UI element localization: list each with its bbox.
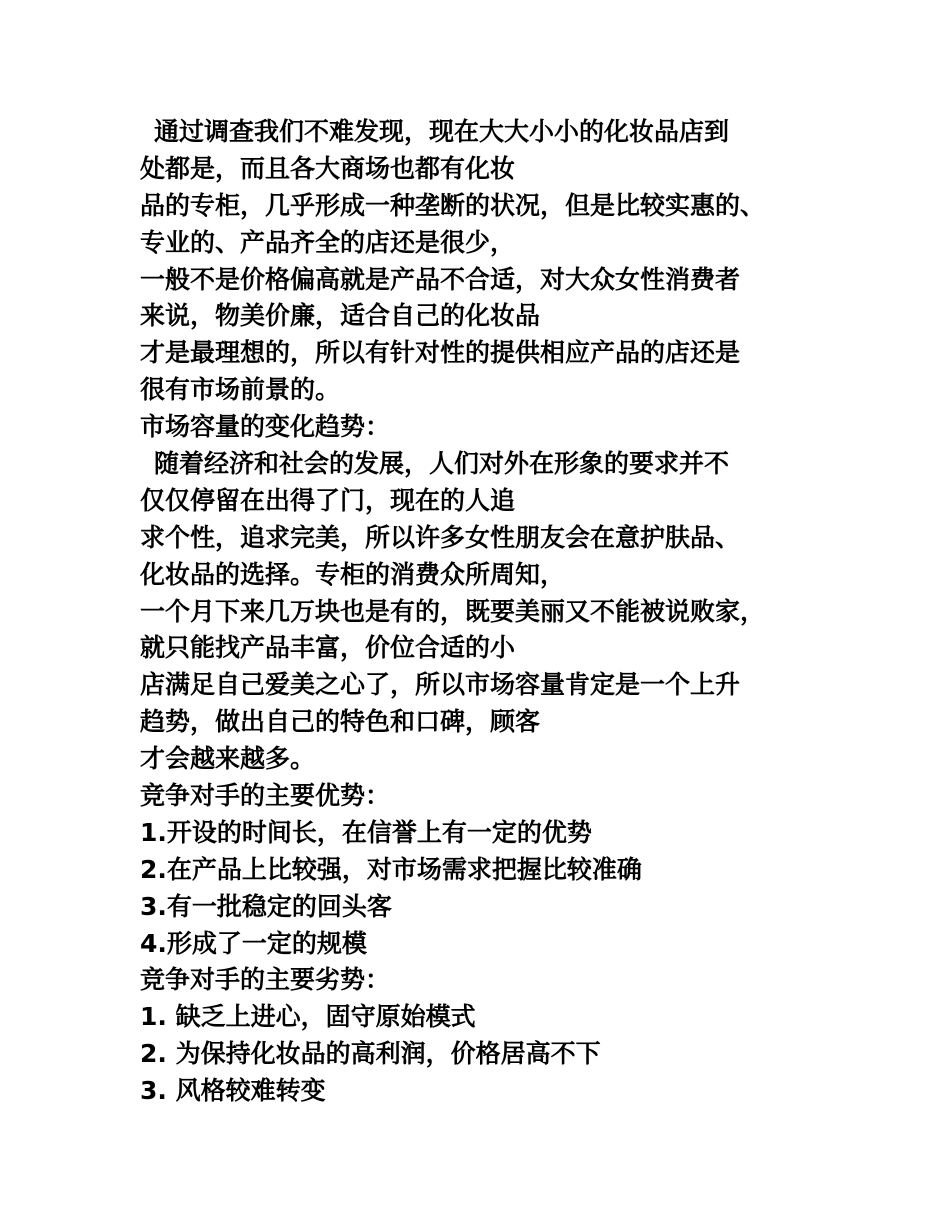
list-item: 4.形成了一定的规模 xyxy=(140,928,367,958)
list-item: 3. 风格较难转变 xyxy=(140,1076,326,1106)
paragraph-line: 通过调查我们不难发现，现在大大小小的化妆品店到 xyxy=(154,117,730,146)
list-item: 1. 缺乏上进心，固守原始模式 xyxy=(140,1002,476,1032)
paragraph-line: 品的专柜，几乎形成一种垄断的状况，但是比较实惠的、 xyxy=(140,190,766,220)
paragraph-line: 处都是，而且各大商场也都有化妆 xyxy=(140,153,516,183)
paragraph-line: 一个月下来几万块也是有的，既要美丽又不能被说败家， xyxy=(140,596,766,626)
section-heading: 市场容量的变化趋势： xyxy=(140,412,391,442)
paragraph-line: 就只能找产品丰富，价位合适的小 xyxy=(140,633,516,663)
paragraph-line: 才会越来越多。 xyxy=(140,744,316,774)
paragraph-line: 一般不是价格偏高就是产品不合适，对大众女性消费者 xyxy=(140,264,741,294)
paragraph-line: 化妆品的选择。专柜的消费众所周知， xyxy=(140,559,566,589)
paragraph-line: 仅仅停留在出得了门，现在的人追 xyxy=(140,485,516,515)
paragraph-line: 随着经济和社会的发展，人们对外在形象的要求并不 xyxy=(154,449,730,479)
paragraph-line: 趋势，做出自己的特色和口碑，顾客 xyxy=(140,707,541,737)
paragraph-line: 才是最理想的，所以有针对性的提供相应产品的店还是 xyxy=(140,338,741,368)
list-item: 2. 为保持化妆品的高利润，价格居高不下 xyxy=(140,1039,601,1069)
paragraph-line: 专业的、产品齐全的店还是很少， xyxy=(140,227,516,257)
list-item: 2.在产品上比较强，对市场需求把握比较准确 xyxy=(140,854,642,884)
paragraph-line: 店满足自己爱美之心了，所以市场容量肯定是一个上升 xyxy=(140,670,741,700)
paragraph-line: 来说，物美价廉，适合自己的化妆品 xyxy=(140,301,541,331)
section-heading: 竞争对手的主要劣势： xyxy=(140,965,391,995)
list-item: 1.开设的时间长，在信誉上有一定的优势 xyxy=(140,817,592,847)
document-body xyxy=(140,114,840,1110)
paragraph-line: 求个性，追求完美，所以许多女性朋友会在意护肤品、 xyxy=(140,522,741,552)
list-item: 3.有一批稳定的回头客 xyxy=(140,891,392,921)
paragraph-line: 很有市场前景的。 xyxy=(140,375,341,405)
section-heading: 竞争对手的主要优势： xyxy=(140,781,391,811)
